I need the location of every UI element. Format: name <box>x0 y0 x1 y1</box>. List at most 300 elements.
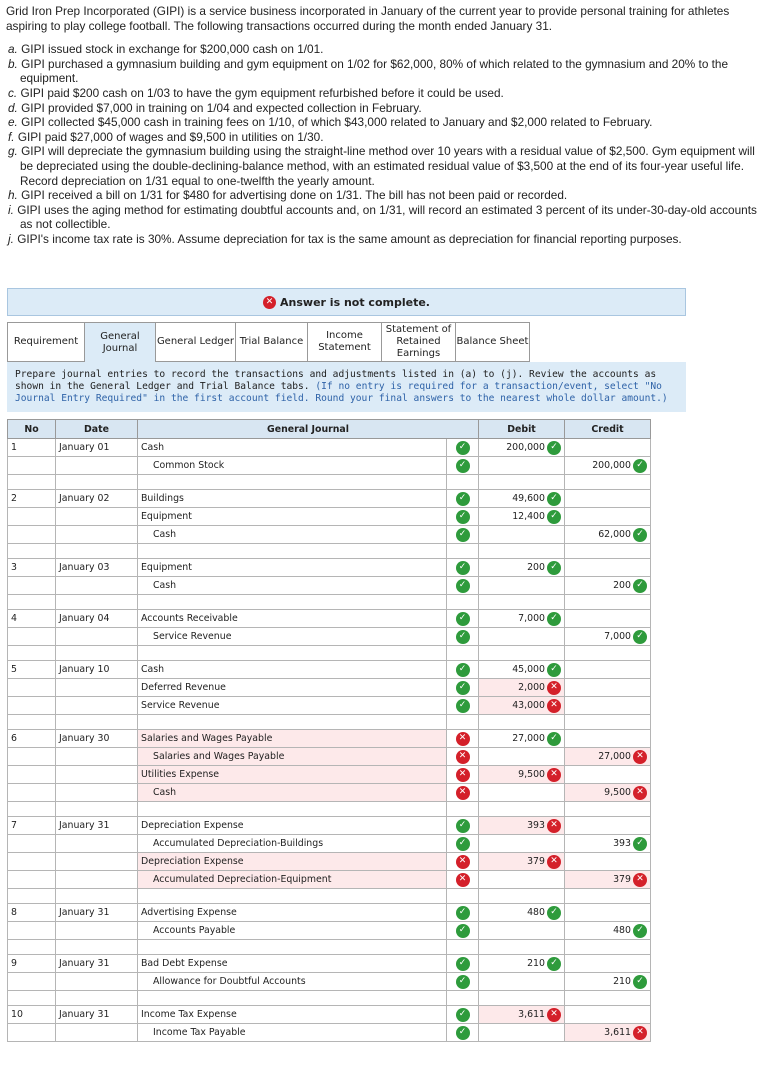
debit-input[interactable] <box>479 661 565 679</box>
empty-cell <box>8 802 56 817</box>
check-icon: ✓ <box>456 837 470 851</box>
account-select[interactable] <box>138 955 447 973</box>
account-status <box>447 871 479 889</box>
debit-amount: 9,500 <box>518 769 545 780</box>
account-select[interactable] <box>138 559 447 577</box>
check-icon: ✓ <box>456 612 470 626</box>
account-name: Cash <box>141 664 165 675</box>
credit-input[interactable] <box>565 508 651 526</box>
account-name: Deferred Revenue <box>141 682 226 693</box>
entry-number <box>8 457 56 475</box>
entry-number <box>8 853 56 871</box>
entry-date[interactable]: January 10 <box>56 661 138 679</box>
instructions-main: Prepare journal entries to record the transactions and adjustments listed in (a) to (j). Review the accounts as shown in the General Ledger and Trial Balance tabs. <box>15 369 657 392</box>
credit-input[interactable] <box>565 1006 651 1024</box>
empty-cell[interactable] <box>565 544 651 559</box>
credit-input[interactable] <box>565 628 651 646</box>
empty-cell[interactable] <box>138 595 447 610</box>
account-select[interactable] <box>138 610 447 628</box>
entry-number <box>8 973 56 991</box>
check-icon: ✓ <box>547 561 561 575</box>
account-status <box>447 457 479 475</box>
account-select[interactable] <box>138 508 447 526</box>
debit-input[interactable] <box>479 559 565 577</box>
account-status <box>447 679 479 697</box>
credit-input[interactable] <box>565 679 651 697</box>
credit-amount: 9,500 <box>604 787 631 798</box>
entry-date[interactable]: January 31 <box>56 955 138 973</box>
account-select[interactable] <box>138 730 447 748</box>
empty-cell[interactable] <box>138 475 447 490</box>
account-status <box>447 508 479 526</box>
journal-row <box>8 526 651 544</box>
account-status <box>447 955 479 973</box>
transaction-letter: f. <box>8 129 15 144</box>
account-select[interactable] <box>138 871 447 889</box>
account-select[interactable] <box>138 490 447 508</box>
account-name: Service Revenue <box>141 700 220 711</box>
check-icon: ✓ <box>547 732 561 746</box>
account-name: Income Tax Payable <box>153 1027 246 1038</box>
empty-cell <box>8 940 56 955</box>
entry-number <box>8 577 56 595</box>
account-select[interactable] <box>138 766 447 784</box>
debit-input[interactable] <box>479 730 565 748</box>
error-icon: ✕ <box>547 1008 561 1022</box>
transaction-letter: j. <box>8 231 14 246</box>
empty-cell[interactable] <box>138 940 447 955</box>
credit-amount: 200,000 <box>592 460 631 471</box>
tab-bar <box>7 322 530 362</box>
debit-input[interactable] <box>479 508 565 526</box>
check-icon: ✓ <box>456 492 470 506</box>
transaction-letter: g. <box>8 144 18 159</box>
debit-input[interactable] <box>479 748 565 766</box>
entry-number <box>8 628 56 646</box>
account-select[interactable] <box>138 526 447 544</box>
transaction-item <box>6 86 762 101</box>
empty-cell[interactable] <box>479 802 565 817</box>
entry-number <box>8 748 56 766</box>
empty-cell[interactable] <box>565 802 651 817</box>
entry-date[interactable]: January 01 <box>56 439 138 457</box>
error-icon: ✕ <box>547 855 561 869</box>
empty-cell <box>8 475 56 490</box>
journal-row <box>8 508 651 526</box>
account-select[interactable] <box>138 784 447 802</box>
debit-input[interactable] <box>479 628 565 646</box>
debit-input[interactable] <box>479 439 565 457</box>
error-icon: ✕ <box>547 768 561 782</box>
empty-cell <box>8 991 56 1006</box>
empty-cell <box>56 544 138 559</box>
error-icon: ✕ <box>456 855 470 869</box>
transaction-letter: b. <box>8 56 18 71</box>
entry-number <box>8 697 56 715</box>
credit-input[interactable] <box>565 1024 651 1042</box>
debit-input[interactable] <box>479 835 565 853</box>
tab-statement-of-retained-earnings[interactable]: Statement of Retained Earnings <box>382 322 456 362</box>
empty-cell[interactable] <box>479 595 565 610</box>
journal-row <box>8 577 651 595</box>
transaction-text: GIPI issued stock in exchange for $200,000 cash on 1/01. <box>21 42 324 57</box>
account-name: Service Revenue <box>153 631 232 642</box>
debit-amount: 200 <box>527 562 545 573</box>
debit-input[interactable] <box>479 973 565 991</box>
debit-input[interactable] <box>479 853 565 871</box>
check-icon: ✓ <box>456 819 470 833</box>
account-select[interactable] <box>138 817 447 835</box>
credit-amount: 7,000 <box>604 631 631 642</box>
entry-date[interactable]: January 04 <box>56 610 138 628</box>
credit-input[interactable] <box>565 748 651 766</box>
check-icon: ✓ <box>456 579 470 593</box>
check-icon: ✓ <box>633 630 647 644</box>
account-select[interactable] <box>138 973 447 991</box>
entry-number <box>8 1024 56 1042</box>
transaction-letter: c. <box>8 85 18 100</box>
account-name: Equipment <box>141 562 192 573</box>
account-select[interactable] <box>138 922 447 940</box>
transaction-item <box>6 144 762 188</box>
check-icon: ✓ <box>456 510 470 524</box>
transaction-item <box>6 203 762 232</box>
journal-row <box>8 835 651 853</box>
account-select[interactable] <box>138 748 447 766</box>
debit-input[interactable] <box>479 1024 565 1042</box>
credit-amount: 393 <box>613 838 631 849</box>
journal-row <box>8 457 651 475</box>
header-general-journal: General Journal <box>138 420 479 439</box>
empty-cell <box>56 475 138 490</box>
credit-input[interactable] <box>565 526 651 544</box>
credit-input[interactable] <box>565 835 651 853</box>
credit-input[interactable] <box>565 490 651 508</box>
transaction-letter: a. <box>8 42 18 57</box>
account-status <box>447 922 479 940</box>
credit-amount: 210 <box>613 976 631 987</box>
entry-date <box>56 1024 138 1042</box>
account-name: Income Tax Expense <box>141 1009 237 1020</box>
entry-number: 8 <box>8 904 56 922</box>
debit-input[interactable] <box>479 577 565 595</box>
debit-amount: 49,600 <box>512 493 545 504</box>
check-icon: ✓ <box>456 441 470 455</box>
entry-date <box>56 748 138 766</box>
empty-cell <box>447 595 479 610</box>
journal-row <box>8 748 651 766</box>
entry-date <box>56 973 138 991</box>
transaction-text: GIPI received a bill on 1/31 for $480 for advertising done on 1/31. The bill has not been paid or recorded. <box>21 188 568 203</box>
empty-cell <box>447 715 479 730</box>
entry-date <box>56 835 138 853</box>
account-select[interactable] <box>138 628 447 646</box>
debit-input[interactable] <box>479 817 565 835</box>
debit-input[interactable] <box>479 679 565 697</box>
debit-amount: 480 <box>527 907 545 918</box>
transaction-item <box>6 57 762 86</box>
account-select[interactable] <box>138 697 447 715</box>
debit-input[interactable] <box>479 955 565 973</box>
debit-input[interactable] <box>479 1006 565 1024</box>
account-name: Salaries and Wages Payable <box>141 733 273 744</box>
debit-amount: 45,000 <box>512 664 545 675</box>
credit-amount: 379 <box>613 874 631 885</box>
account-name: Cash <box>153 529 177 540</box>
entry-number <box>8 508 56 526</box>
check-icon: ✓ <box>456 681 470 695</box>
empty-cell <box>56 940 138 955</box>
credit-amount: 3,611 <box>604 1027 631 1038</box>
account-status <box>447 853 479 871</box>
check-icon: ✓ <box>547 957 561 971</box>
debit-amount: 27,000 <box>512 733 545 744</box>
debit-amount: 210 <box>527 958 545 969</box>
empty-cell[interactable] <box>479 475 565 490</box>
check-icon: ✓ <box>456 1008 470 1022</box>
empty-cell <box>8 889 56 904</box>
debit-input[interactable] <box>479 784 565 802</box>
error-icon: ✕ <box>456 750 470 764</box>
credit-input[interactable] <box>565 439 651 457</box>
error-icon: ✕ <box>456 732 470 746</box>
empty-cell[interactable] <box>138 715 447 730</box>
empty-cell <box>447 991 479 1006</box>
entry-number: 1 <box>8 439 56 457</box>
empty-cell <box>56 889 138 904</box>
empty-cell[interactable] <box>138 802 447 817</box>
entry-date <box>56 628 138 646</box>
account-status <box>447 730 479 748</box>
credit-amount: 27,000 <box>598 751 631 762</box>
entry-date <box>56 457 138 475</box>
journal-row <box>8 784 651 802</box>
entry-date <box>56 577 138 595</box>
credit-input[interactable] <box>565 766 651 784</box>
entry-date <box>56 697 138 715</box>
header-date: Date <box>56 420 138 439</box>
credit-amount: 480 <box>613 925 631 936</box>
debit-input[interactable] <box>479 490 565 508</box>
debit-input[interactable] <box>479 904 565 922</box>
account-status <box>447 610 479 628</box>
credit-input[interactable] <box>565 871 651 889</box>
account-name: Cash <box>153 580 177 591</box>
entry-date[interactable]: January 31 <box>56 817 138 835</box>
empty-cell <box>8 544 56 559</box>
account-select[interactable] <box>138 1024 447 1042</box>
check-icon: ✓ <box>547 906 561 920</box>
account-status <box>447 766 479 784</box>
error-icon: ✕ <box>547 681 561 695</box>
empty-cell[interactable] <box>565 991 651 1006</box>
check-icon: ✓ <box>456 975 470 989</box>
tab-income-statement[interactable]: Income Statement <box>308 322 382 362</box>
credit-input[interactable] <box>565 661 651 679</box>
entry-number: 5 <box>8 661 56 679</box>
debit-amount: 200,000 <box>506 442 545 453</box>
empty-cell[interactable] <box>138 544 447 559</box>
tab-general-journal[interactable]: General Journal <box>85 322 156 362</box>
empty-cell <box>56 802 138 817</box>
transaction-text: GIPI will depreciate the gymnasium building using the straight-line method over 10 years with a residual value of $2,500. Gym equipment will be depreciated using the double-declining-balance method, with an estimated residual value of $3,500 at the end of its four-year useful life. Record depreciation on 1/31 equal to one-twelfth the yearly amount. <box>20 144 755 188</box>
account-status <box>447 697 479 715</box>
account-select[interactable] <box>138 577 447 595</box>
account-status <box>447 661 479 679</box>
account-name: Accumulated Depreciation-Buildings <box>153 838 324 849</box>
account-name: Accounts Receivable <box>141 613 238 624</box>
entry-number <box>8 835 56 853</box>
empty-cell[interactable] <box>565 595 651 610</box>
entry-date[interactable]: January 30 <box>56 730 138 748</box>
journal-row <box>8 679 651 697</box>
problem-statement <box>6 4 762 247</box>
credit-input[interactable] <box>565 922 651 940</box>
empty-cell[interactable] <box>565 646 651 661</box>
entry-date[interactable]: January 02 <box>56 490 138 508</box>
empty-cell[interactable] <box>479 715 565 730</box>
transaction-text: GIPI paid $27,000 of wages and $9,500 in utilities on 1/30. <box>17 129 324 144</box>
empty-cell <box>447 544 479 559</box>
error-icon: ✕ <box>547 699 561 713</box>
credit-input[interactable] <box>565 904 651 922</box>
credit-amount: 200 <box>613 580 631 591</box>
empty-cell[interactable] <box>138 646 447 661</box>
empty-cell[interactable] <box>479 940 565 955</box>
account-select[interactable] <box>138 439 447 457</box>
debit-input[interactable] <box>479 457 565 475</box>
transaction-letter: d. <box>8 100 18 115</box>
credit-input[interactable] <box>565 610 651 628</box>
journal-row <box>8 730 651 748</box>
account-status <box>447 490 479 508</box>
empty-cell[interactable] <box>479 991 565 1006</box>
empty-cell[interactable] <box>565 715 651 730</box>
empty-cell <box>447 940 479 955</box>
account-status <box>447 628 479 646</box>
entry-date <box>56 922 138 940</box>
error-icon: ✕ <box>633 750 647 764</box>
credit-input[interactable] <box>565 559 651 577</box>
debit-input[interactable] <box>479 526 565 544</box>
debit-input[interactable] <box>479 697 565 715</box>
account-name: Common Stock <box>153 460 225 471</box>
empty-cell[interactable] <box>479 889 565 904</box>
empty-cell[interactable] <box>565 475 651 490</box>
transaction-text: GIPI provided $7,000 in training on 1/04 and expected collection in February. <box>21 100 422 115</box>
credit-input[interactable] <box>565 973 651 991</box>
credit-input[interactable] <box>565 730 651 748</box>
journal-row <box>8 610 651 628</box>
credit-input[interactable] <box>565 853 651 871</box>
debit-amount: 7,000 <box>518 613 545 624</box>
empty-cell[interactable] <box>565 889 651 904</box>
check-icon: ✓ <box>633 975 647 989</box>
debit-amount: 12,400 <box>512 511 545 522</box>
account-name: Depreciation Expense <box>141 856 244 867</box>
error-icon: ✕ <box>633 873 647 887</box>
tab-trial-balance[interactable]: Trial Balance <box>236 322 308 362</box>
journal-row <box>8 661 651 679</box>
journal-row <box>8 697 651 715</box>
empty-cell[interactable] <box>138 889 447 904</box>
debit-amount: 43,000 <box>512 700 545 711</box>
entry-number: 4 <box>8 610 56 628</box>
journal-row <box>8 853 651 871</box>
tab-requirement[interactable]: Requirement <box>7 322 85 362</box>
transaction-text: GIPI purchased a gymnasium building and gym equipment on 1/02 for $62,000, 80% of which related to the gymnasium and 20% to the equipment. <box>20 56 729 86</box>
empty-cell[interactable] <box>479 646 565 661</box>
debit-input[interactable] <box>479 610 565 628</box>
credit-input[interactable] <box>565 457 651 475</box>
journal-row <box>8 973 651 991</box>
transaction-item <box>6 130 762 145</box>
empty-cell <box>447 475 479 490</box>
empty-cell[interactable] <box>565 940 651 955</box>
account-name: Salaries and Wages Payable <box>153 751 285 762</box>
check-icon: ✓ <box>456 663 470 677</box>
entry-number <box>8 922 56 940</box>
account-name: Accumulated Depreciation-Equipment <box>153 874 332 885</box>
check-icon: ✓ <box>633 837 647 851</box>
problem-intro: Grid Iron Prep Incorporated (GIPI) is a service business incorporated in January of the current year to provide personal training for athletes aspiring to play college football. The following transactions occurred during the month ended January 31. <box>6 4 730 33</box>
journal-row <box>8 1006 651 1024</box>
error-icon: ✕ <box>633 1026 647 1040</box>
entry-number <box>8 871 56 889</box>
journal-row <box>8 628 651 646</box>
transaction-item <box>6 115 762 130</box>
entry-date <box>56 508 138 526</box>
account-select[interactable] <box>138 904 447 922</box>
journal-row <box>8 559 651 577</box>
transaction-item <box>6 188 762 203</box>
account-select[interactable] <box>138 457 447 475</box>
transaction-text: GIPI's income tax rate is 30%. Assume depreciation for tax is the same amount as depreciation for financial reporting purposes. <box>17 231 682 246</box>
account-select[interactable] <box>138 835 447 853</box>
empty-cell <box>56 715 138 730</box>
entry-date[interactable]: January 31 <box>56 904 138 922</box>
credit-input[interactable] <box>565 697 651 715</box>
credit-input[interactable] <box>565 955 651 973</box>
debit-input[interactable] <box>479 766 565 784</box>
account-status <box>447 559 479 577</box>
credit-input[interactable] <box>565 784 651 802</box>
empty-cell[interactable] <box>138 991 447 1006</box>
tab-balance-sheet[interactable]: Balance Sheet <box>456 322 530 362</box>
entry-date <box>56 784 138 802</box>
account-select[interactable] <box>138 661 447 679</box>
credit-input[interactable] <box>565 817 651 835</box>
credit-amount: 62,000 <box>598 529 631 540</box>
entry-date[interactable]: January 31 <box>56 1006 138 1024</box>
entry-number: 10 <box>8 1006 56 1024</box>
tab-general-ledger[interactable]: General Ledger <box>156 322 236 362</box>
check-icon: ✓ <box>633 459 647 473</box>
account-name: Cash <box>141 442 165 453</box>
credit-input[interactable] <box>565 577 651 595</box>
check-icon: ✓ <box>633 528 647 542</box>
account-select[interactable] <box>138 1006 447 1024</box>
account-select[interactable] <box>138 853 447 871</box>
account-select[interactable] <box>138 679 447 697</box>
debit-input[interactable] <box>479 922 565 940</box>
check-icon: ✓ <box>633 924 647 938</box>
account-status <box>447 973 479 991</box>
entry-date[interactable]: January 03 <box>56 559 138 577</box>
debit-input[interactable] <box>479 871 565 889</box>
empty-cell[interactable] <box>479 544 565 559</box>
transaction-list <box>6 42 762 246</box>
